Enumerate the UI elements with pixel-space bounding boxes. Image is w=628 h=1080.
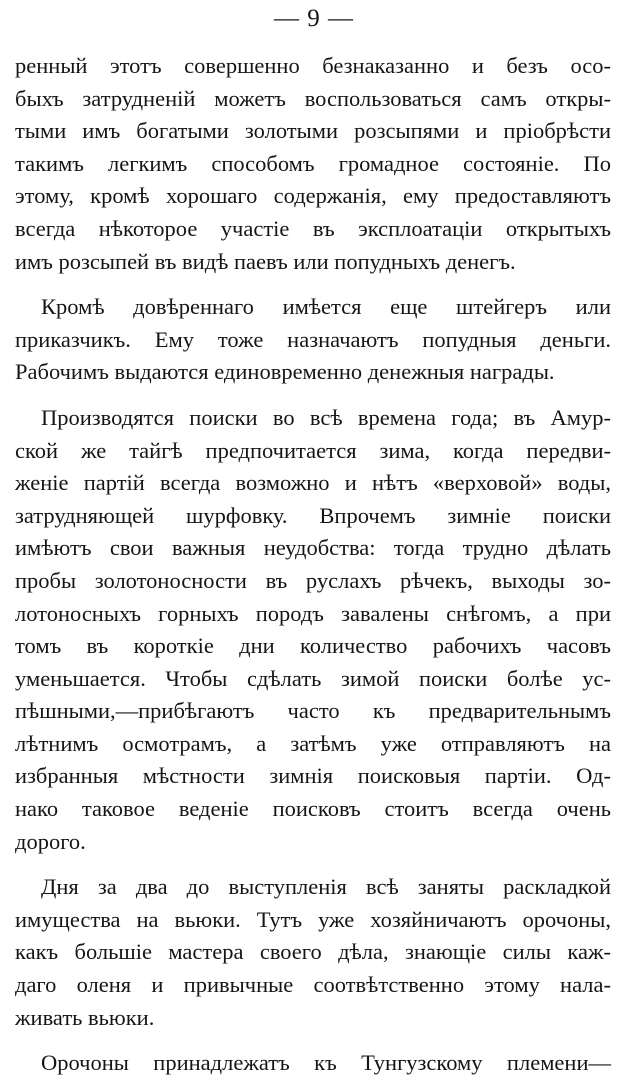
paragraph-3 <box>15 402 611 858</box>
text-line: всегда нѣкоторое участіе въ эксплоатаціи открытыхъ <box>15 215 611 241</box>
text-line: лѣтнимъ осмотрамъ, а затѣмъ уже отправляютъ на <box>15 730 611 756</box>
text-line: тыми имъ богатыми золотыми розсыпями и пріобрѣсти <box>15 118 611 144</box>
paragraph-4 <box>15 871 611 1034</box>
text-line: имущества на вьюки. Тутъ уже хозяйничаютъ орочоны, <box>15 906 611 932</box>
text-line: Дня за два до выступленія всѣ заняты раскладкой <box>41 874 611 900</box>
text-line: избранныя мѣстности зимнія поисковыя партіи. Од- <box>15 763 611 789</box>
paragraph-2 <box>15 291 611 389</box>
text-line: живать вьюки. <box>15 1004 155 1030</box>
text-line: пѣшными,—прибѣгаютъ часто къ предварительнымъ <box>15 698 611 724</box>
text-line: томъ въ короткіе дни количество рабочихъ часовъ <box>15 633 611 659</box>
text-line: этому, кромѣ хорошаго содержанія, ему предоставляютъ <box>15 183 611 209</box>
text-line: Кромѣ довѣреннаго имѣется еще штейгеръ или <box>41 294 611 320</box>
text-line: женіе партій всегда возможно и нѣтъ «верховой» воды, <box>15 470 611 496</box>
text-line: лотоносныхъ горныхъ породъ завалены снѣгомъ, а при <box>15 600 611 626</box>
text-line: имѣютъ свои важныя неудобства: тогда трудно дѣлать <box>15 535 611 561</box>
page-number: — 9 — <box>274 5 354 32</box>
text-line: дорого. <box>15 828 86 854</box>
text-line: Производятся поиски во всѣ времена года; въ Амур- <box>41 404 611 430</box>
paragraph-5 <box>15 1047 611 1080</box>
text-line: ренный этотъ совершенно безнаказанно и безъ осо- <box>15 53 611 78</box>
text-line: быхъ затрудненій можетъ воспользоваться самъ откры- <box>15 85 611 111</box>
text-line: пробы золотоносности въ руслахъ рѣчекъ, выходы зо- <box>15 567 611 593</box>
text-line: ской же тайгѣ предпочитается зима, когда передви- <box>15 437 611 463</box>
text-line: нако таковое веденіе поисковъ стоитъ всегда очень <box>15 796 611 822</box>
text-line: имъ розсыпей въ видѣ паевъ или попудныхъ денегъ. <box>15 248 516 274</box>
paragraph-1 <box>15 50 611 278</box>
text-line: даго оленя и привычные соотвѣтственно этому нала- <box>15 972 611 998</box>
text-line: приказчикъ. Ему тоже назначаютъ попудныя деньги. <box>15 326 611 352</box>
text-line: такимъ легкимъ способомъ громадное состояніе. По <box>15 150 611 176</box>
text-body <box>15 50 611 1080</box>
text-line: Орочоны принадлежатъ къ Тунгузскому племени— <box>41 1050 611 1076</box>
text-line: Рабочимъ выдаются единовременно денежныя награды. <box>15 359 555 385</box>
text-line: затрудняющей шурфовку. Впрочемъ зимніе поиски <box>15 502 611 528</box>
text-line: уменьшается. Чтобы сдѣлать зимой поиски болѣе ус- <box>15 665 611 691</box>
text-line: какъ большіе мастера своего дѣла, знающіе силы каж- <box>15 939 611 965</box>
